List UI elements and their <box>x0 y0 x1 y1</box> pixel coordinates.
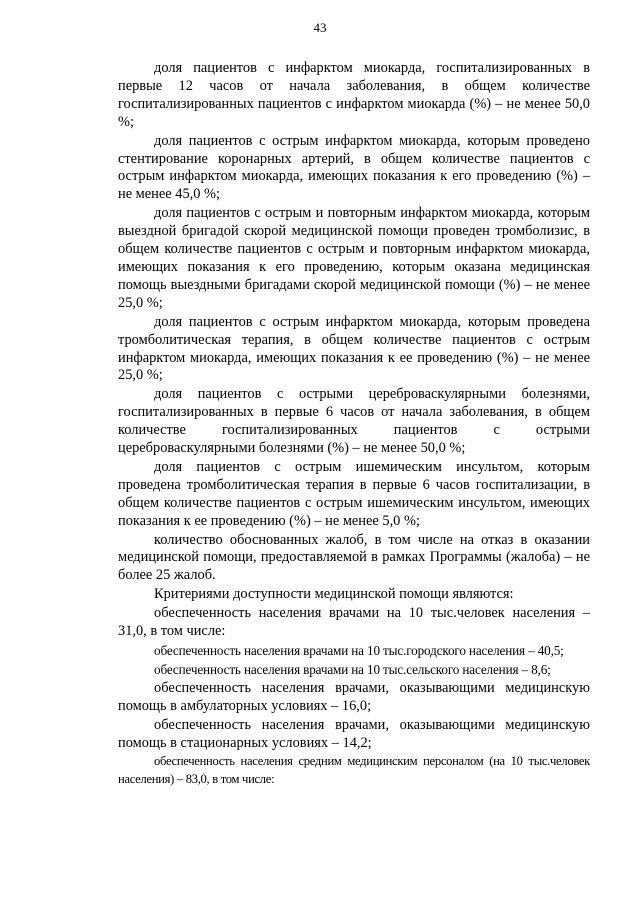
paragraph-doctors-per-10k: обеспеченность населения врачами на 10 тыс.человек населения – 31,0, в том числе: <box>118 605 590 640</box>
paragraph-mi-stenting: доля пациентов с острым инфарктом миокарда, которым проведено стентирование коронарных артерий, в общем количестве пациентов с острым инфарктом миокарда, имеющих показания к его проведению (%) – не менее 45,0 %; <box>118 132 590 203</box>
paragraph-doctors-rural: обеспеченность населения врачами на 10 тыс.сельского населения – 8,6; <box>154 661 551 677</box>
paragraph-doctors-outpatient: обеспеченность населения врачами, оказывающими медицинскую помощь в амбулаторных условиях – 16,0; <box>118 679 590 714</box>
paragraph-mi-hospitalization-12h: доля пациентов с инфарктом миокарда, госпитализированных в первые 12 часов от начала заболевания, в общем количестве госпитализированных пациентов с инфарктом миокарда (%) – не менее 50,0 %; <box>118 60 590 130</box>
paragraph-accessibility-criteria-heading: Критериями доступности медицинской помощи являются: <box>154 586 514 603</box>
paragraph-mi-thrombolysis-ambulance: доля пациентов с острым и повторным инфарктом миокарда, которым выездной бригадой скорой медицинской помощи проведен тромболизис, в общем количестве пациентов с острым и повторным инфарктом миокарда, имеющих показания к его проведению, которым оказана медицинская помощь выездными бригадами скорой медицинской помощи (%) – не менее 25,0 %; <box>118 205 590 311</box>
document-body <box>118 60 590 790</box>
paragraph-mi-thrombolytic-therapy: доля пациентов с острым инфарктом миокарда, которым проведена тромболитическая терапия, в общем количестве пациентов с острым инфарктом миокарда, имеющих показания к ее проведению (%) – не менее 25,0 %; <box>118 313 590 384</box>
paragraph-nursing-staff: обеспеченность населения средним медицинским персоналом (на 10 тыс.человек населения) – 83,0, в том числе: <box>118 754 590 787</box>
paragraph-complaints-count: количество обоснованных жалоб, в том числе на отказ в оказании медицинской помощи, предоставляемой в рамках Программы (жалоба) – не более 25 жалоб. <box>118 531 590 584</box>
page-number: 43 <box>313 20 327 35</box>
paragraph-ischemic-stroke-thrombolysis: доля пациентов с острым ишемическим инсультом, которым проведена тромболитическая терапия в первые 6 часов госпитализации, в общем количестве пациентов с острым ишемическим инсультом, имеющих показания к ее проведению (%) – не менее 5,0 %; <box>118 458 590 529</box>
paragraph-doctors-urban: обеспеченность населения врачами на 10 тыс.городского населения – 40,5; <box>154 643 564 658</box>
paragraph-doctors-inpatient: обеспеченность населения врачами, оказывающими медицинскую помощь в стационарных условиях – 14,2; <box>118 716 590 751</box>
paragraph-cerebrovascular-hospitalization-6h: доля пациентов с острыми цереброваскулярными болезнями, госпитализированных в первые 6 часов от начала заболевания, в общем количестве госпитализированных пациентов с острыми цереброваскулярными болезнями (%) – не менее 50,0 %; <box>118 386 590 457</box>
